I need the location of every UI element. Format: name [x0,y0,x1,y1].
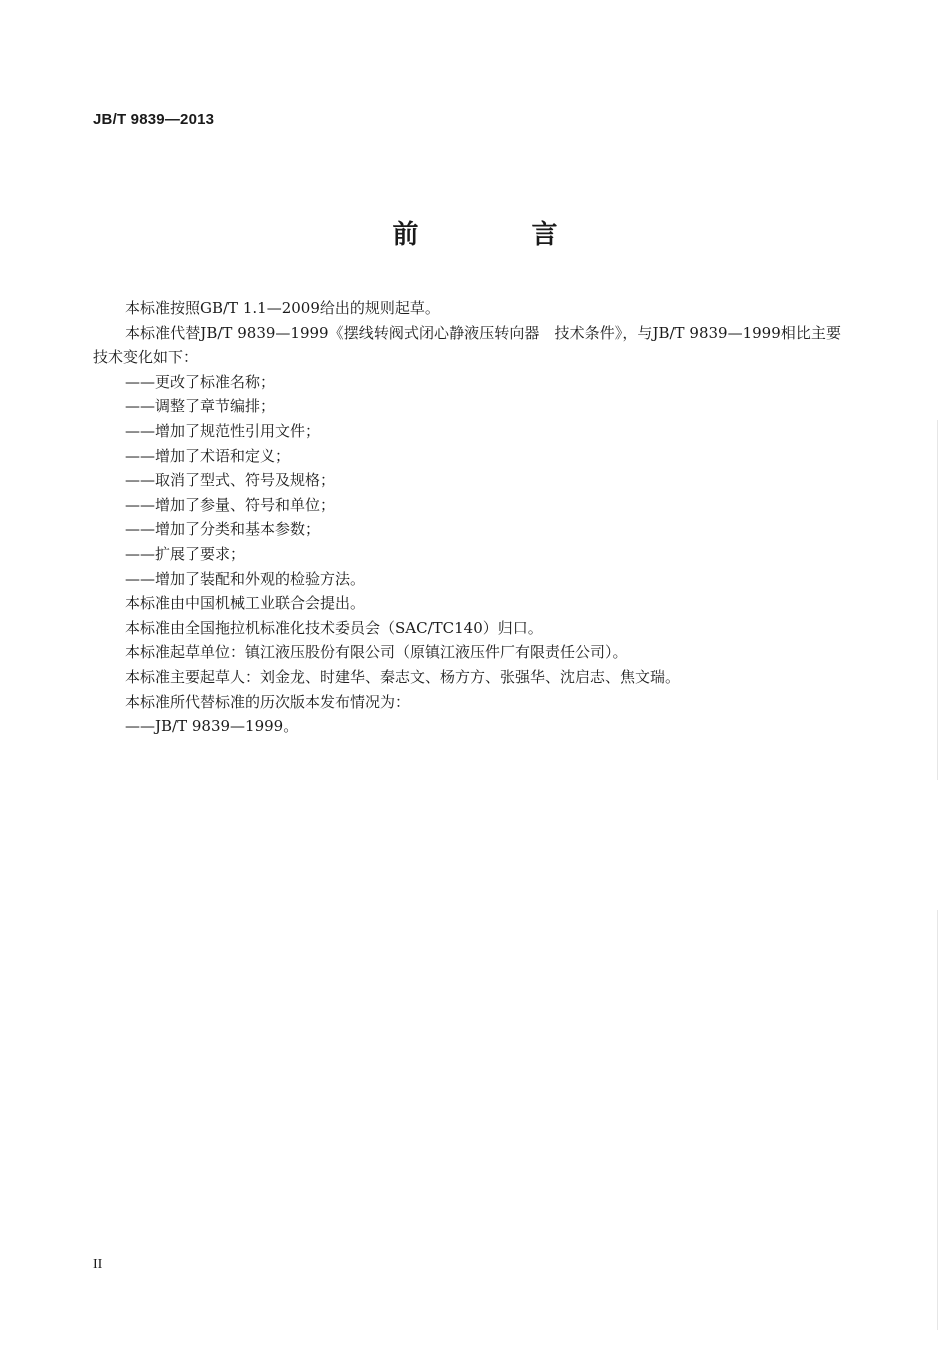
drafters-paragraph: 本标准主要起草人：刘金龙、时建华、秦志文、杨方方、张强华、沈启志、焦文瑞。 [125,667,681,686]
change-item: ——增加了分类和基本参数； [125,520,321,539]
preface-body [93,296,841,739]
proposer-paragraph: 本标准由中国机械工业联合会提出。 [125,594,366,613]
change-item: ——取消了型式、符号及规格； [125,471,336,490]
scan-edge-line [937,420,938,780]
change-item: ——增加了参量、符号和单位； [125,495,336,514]
change-item: ——更改了标准名称； [125,372,276,391]
drafting-rule-paragraph: 本标准按照GB/T 1.1—2009给出的规则起草。 [125,299,440,317]
change-item: ——增加了规范性引用文件； [125,421,321,440]
page-title: 前 言 [392,220,610,250]
page-number: II [93,1257,103,1272]
change-item: ——调整了章节编排； [125,397,276,416]
scan-edge-line [937,910,938,1330]
committee-paragraph: 本标准由全国拖拉机标准化技术委员会（SAC/TC140）归口。 [125,618,543,637]
history-intro-paragraph: 本标准所代替标准的历次版本发布情况为： [125,692,411,711]
replacement-paragraph: 本标准代替JB/T 9839—1999《摆线转阀式闭心静液压转向器 技术条件》，与JB/T 9839—1999相比主要技术变化如下： [93,323,841,367]
change-item: ——增加了术语和定义； [125,446,291,465]
change-item: ——扩展了要求； [125,544,246,563]
drafting-unit-paragraph: 本标准起草单位：镇江液压股份有限公司（原镇江液压件厂有限责任公司）。 [125,643,628,662]
history-item: ——JB/T 9839—1999。 [125,717,299,736]
standard-code: JB/T 9839—2013 [93,111,215,128]
change-item: ——增加了装配和外观的检验方法。 [125,569,366,588]
